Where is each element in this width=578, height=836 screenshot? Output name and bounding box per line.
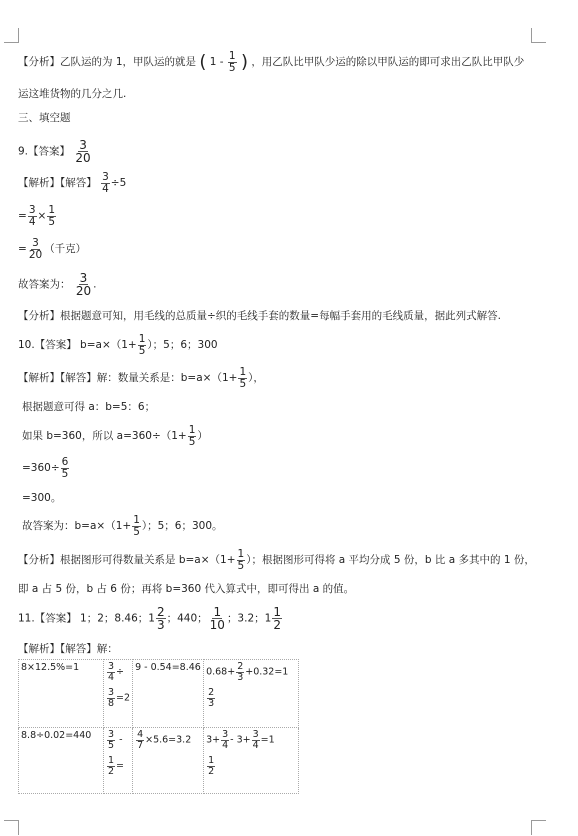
q10-result: =300。	[22, 492, 62, 504]
crop-mark-bottom-left	[4, 820, 19, 835]
table-cell: $\frac{3}{5}$ - $\frac{1}{2}$ =	[104, 728, 133, 794]
q9-analysis: 【分析】根据题意可知，用毛线的总质量÷织的毛线手套的数量=每幅手套用的毛线质量，据此列式解答.	[18, 310, 501, 322]
fraction: $\frac{3}{4}$	[252, 729, 259, 751]
expr: =360÷	[22, 462, 60, 474]
crop-mark-top-left	[4, 28, 19, 43]
crop-mark-bottom-right	[531, 820, 546, 835]
fraction: $\frac{1}{5}$	[188, 424, 196, 448]
period: .	[93, 278, 97, 291]
fraction: $\frac{3}{4}$	[108, 661, 115, 683]
section-title: 三、填空题	[18, 112, 71, 124]
expr: 故答案为：b=a×（1+	[22, 520, 132, 532]
table-cell: 8.8÷0.02=440	[19, 728, 104, 794]
fraction: $\frac{1}{5}$	[48, 204, 55, 228]
fraction: $\frac{3}{4}$	[28, 204, 36, 228]
fraction: $\frac{1}{5}$	[239, 366, 247, 390]
final-label: 故答案为：	[18, 278, 71, 291]
table-cell: 9 - 0.54=8.46	[133, 660, 204, 728]
q11-jiexi: 【解析】【解答】解：	[18, 643, 118, 655]
q11-answer	[18, 606, 283, 631]
unit: （千克）	[44, 243, 87, 255]
expr: ）	[197, 430, 208, 442]
fraction: $\frac{1}{5}$	[228, 50, 236, 74]
table-cell: 3+ $\frac{3}{4}$ - 3+ $\frac{3}{4}$ =1 $\frac{1}{2}$	[204, 728, 299, 794]
q9-jiexi	[18, 172, 126, 194]
q9-answer	[18, 139, 93, 164]
paren-open: (	[199, 51, 207, 73]
table-cell: $\frac{3}{4}$ ÷ $\frac{3}{8}$ =2	[104, 660, 133, 728]
q10-answer	[18, 334, 218, 356]
q9-answer-fraction: $\frac{3}{20}$	[75, 138, 91, 165]
q10-if	[22, 425, 208, 447]
expr: ）；5；6；300	[147, 339, 218, 351]
expr: 1；2；8.46；1	[76, 612, 155, 625]
q10-final	[22, 515, 223, 537]
q10-div	[22, 457, 70, 479]
fraction: $\frac{1}{2}$	[273, 605, 281, 632]
fraction: $\frac{1}{5}$	[138, 333, 146, 357]
q9-jiexi-label: 【解析】【解答】	[18, 177, 97, 189]
q10-analysis-line2: 即 a 占 5 份，b 占 6 份；再将 b=360 代入算式中，即可得出 a 的值。	[18, 583, 355, 595]
expr: 【解析】【解答】解：数量关系是：b=a×（1+	[18, 372, 238, 384]
expr: ），	[248, 372, 264, 384]
table-cell: 0.68+ $\frac{2}{3}$ +0.32=1 $\frac{2}{3}$	[204, 660, 299, 728]
fraction: $\frac{1}{5}$	[237, 548, 245, 572]
equals: =	[18, 210, 27, 222]
q9-final	[18, 272, 96, 297]
fraction: $\frac{3}{4}$	[222, 729, 229, 751]
analysis-text: 【分析】乙队运的为 1，甲队运的就是	[18, 56, 197, 68]
fraction: $\frac{1}{5}$	[133, 514, 140, 538]
fraction: $\frac{2}{3}$	[237, 661, 244, 683]
expr: ；440；	[166, 612, 208, 625]
table-row	[19, 660, 299, 728]
table-cell: $\frac{4}{7}$ ×5.6=3.2	[133, 728, 204, 794]
analysis-text-cont: ，用乙队比甲队少运的除以甲队运的即可求出乙队比甲队少	[251, 56, 525, 68]
expr: 如果 b=360，所以 a=360÷（1+	[22, 430, 187, 442]
q10-answer-label: 10.【答案】	[18, 339, 77, 351]
q9-l1-op: ÷5	[110, 177, 127, 189]
q10-jiexi	[18, 367, 264, 389]
table-row	[19, 728, 299, 794]
expr: ）；5；6；300。	[141, 520, 223, 532]
table-cell: 8×12.5%=1	[19, 660, 104, 728]
fraction: $\frac{2}{3}$	[156, 605, 165, 632]
expr-lead: 1 -	[209, 56, 224, 68]
analysis-paragraph-line2: 运这堆货物的几分之几.	[18, 88, 127, 100]
fraction: $\frac{1}{10}$	[209, 605, 225, 632]
fraction: $\frac{1}{2}$	[208, 755, 215, 777]
fraction: $\frac{3}{8}$	[108, 687, 115, 709]
q10-analysis	[18, 549, 535, 571]
expr: 【分析】根据图形可得数量关系是 b=a×（1+	[18, 554, 236, 566]
analysis-paragraph-line1	[18, 51, 524, 73]
fraction: $\frac{6}{5}$	[61, 456, 69, 480]
equals: =	[18, 243, 27, 255]
fraction: $\frac{2}{3}$	[208, 687, 215, 709]
q9-step3	[18, 238, 86, 260]
fraction: $\frac{3}{20}$	[75, 271, 92, 298]
fraction: $\frac{3}{4}$	[102, 171, 109, 195]
crop-mark-top-right	[531, 28, 546, 43]
fraction: $\frac{1}{2}$	[108, 755, 115, 777]
q9-step2	[18, 205, 57, 227]
expr: ）；根据图形可得将 a 平均分成 5 份，b 比 a 多其中的 1 份，	[246, 554, 535, 566]
fraction: $\frac{3}{5}$	[108, 729, 115, 751]
fraction: $\frac{3}{20}$	[28, 237, 43, 261]
q11-answer-label: 11.【答案】	[18, 612, 77, 625]
expr: b=a×（1+	[76, 339, 137, 351]
paren-close: )	[240, 51, 248, 73]
calculation-table	[18, 659, 299, 794]
expr: ；3.2；1	[226, 612, 272, 625]
q9-answer-label: 9.【答案】	[18, 145, 71, 158]
fraction: $\frac{4}{7}$	[137, 729, 144, 751]
times-op: ×	[37, 210, 47, 222]
q10-ratio: 根据题意可得 a：b=5：6；	[22, 401, 156, 413]
